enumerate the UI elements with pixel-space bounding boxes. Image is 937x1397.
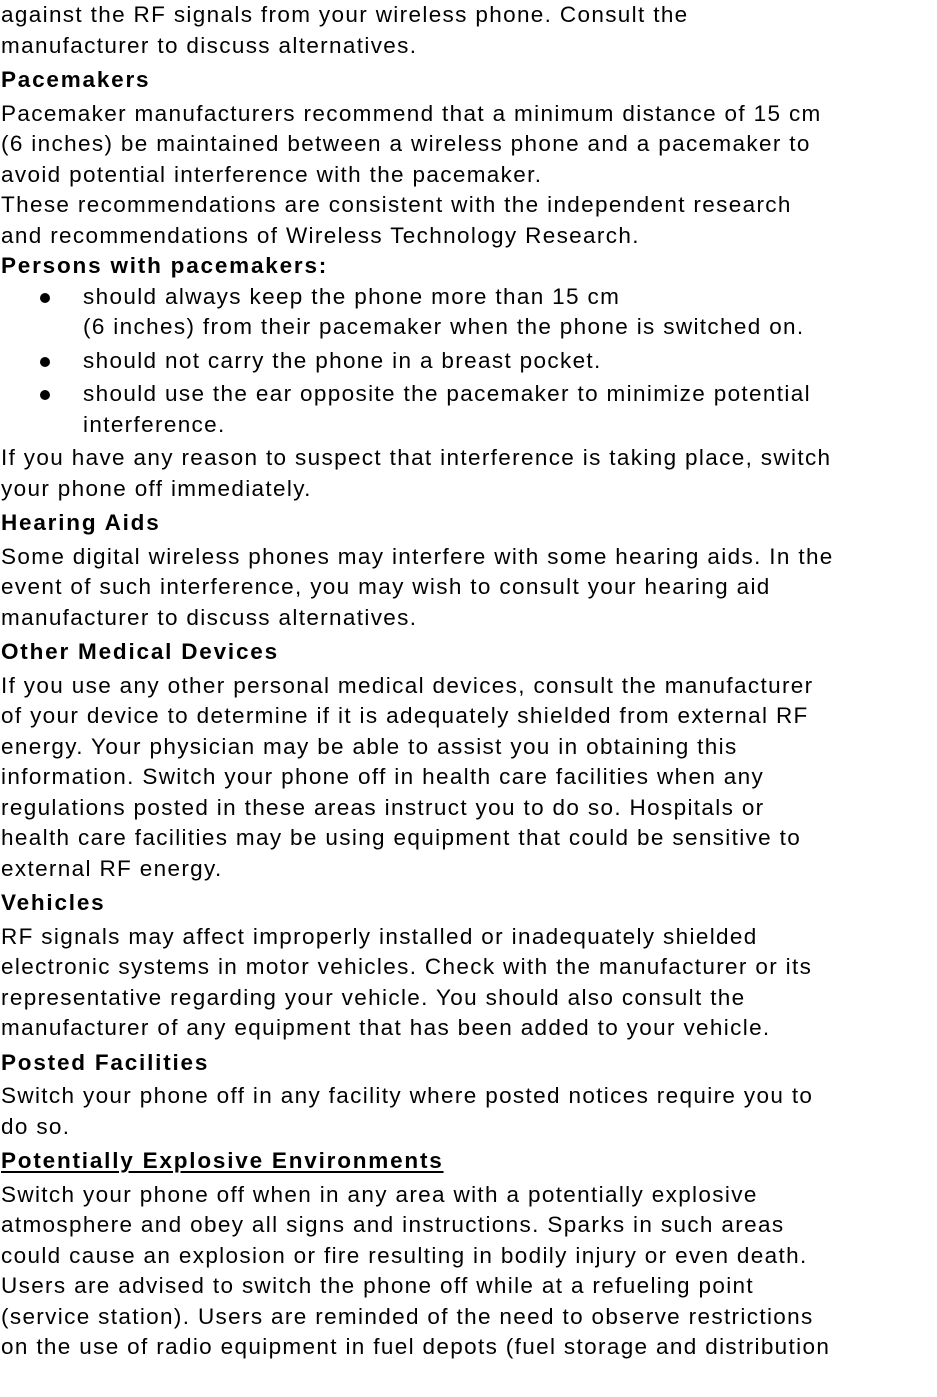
text-line: electronic systems in motor vehicles. Check with the manufacturer or its xyxy=(1,954,813,979)
text-line: and recommendations of Wireless Technology Research. xyxy=(1,222,640,248)
text-line: do so. xyxy=(1,1113,71,1139)
text-line: energy. Your physician may be able to assist you in obtaining this xyxy=(1,733,738,759)
medical-paragraph xyxy=(0,671,937,885)
bullet-text-line: should not carry the phone in a breast pocket. xyxy=(83,347,602,373)
vehicles-paragraph xyxy=(0,922,937,1044)
bullet-text-line: should always keep the phone more than 15 cm xyxy=(83,283,621,309)
text-line: of your device to determine if it is adequately shielded from external RF xyxy=(1,703,809,728)
pacemakers-paragraph-1 xyxy=(0,99,937,191)
vehicles-section xyxy=(0,888,937,1044)
text-line: atmosphere and obey all signs and instructions. Sparks in such areas xyxy=(1,1212,785,1237)
bullet-icon xyxy=(40,293,50,303)
text-line: Switch your phone off in any facility where posted notices require you to xyxy=(1,1083,814,1108)
section-heading-hearing: Hearing Aids xyxy=(1,510,161,535)
explosive-paragraph xyxy=(0,1180,937,1363)
text-line: (service station). Users are reminded of the need to observe restrictions xyxy=(1,1303,814,1329)
text-line: manufacturer to discuss alternatives. xyxy=(1,32,418,58)
bullet-text-line: (6 inches) from their pacemaker when the phone is switched on. xyxy=(83,314,805,339)
text-line: against the RF signals from your wireless phone. Consult the xyxy=(1,2,689,27)
pacemakers-section xyxy=(0,65,937,251)
hearing-paragraph xyxy=(0,542,937,634)
text-line: (6 inches) be maintained between a wireless phone and a pacemaker to xyxy=(1,131,811,156)
text-line: Users are advised to switch the phone off while at a refueling point xyxy=(1,1273,755,1298)
text-line: If you use any other personal medical devices, consult the manufacturer xyxy=(1,672,814,698)
text-line: information. Switch your phone off in health care facilities when any xyxy=(1,764,765,789)
explosive-section xyxy=(0,1146,937,1363)
text-line: external RF energy. xyxy=(1,855,223,881)
pacemakers-paragraph-2 xyxy=(0,190,937,251)
section-heading-medical: Other Medical Devices xyxy=(1,639,279,664)
medical-section xyxy=(0,637,937,884)
list-item xyxy=(0,282,937,343)
text-line: on the use of radio equipment in fuel depots (fuel storage and distribution xyxy=(1,1334,831,1359)
text-line: Switch your phone off when in any area with a potentially explosive xyxy=(1,1181,758,1207)
persons-section xyxy=(0,251,937,504)
text-line: Some digital wireless phones may interfere with some hearing aids. In the xyxy=(1,543,834,569)
section-heading-posted: Posted Facilities xyxy=(1,1049,210,1075)
list-item xyxy=(0,379,937,440)
text-line: If you have any reason to suspect that interference is taking place, switch xyxy=(1,445,832,470)
hearing-section xyxy=(0,508,937,633)
bullet-icon xyxy=(40,390,50,400)
persons-after-paragraph xyxy=(0,443,937,504)
text-line: representative regarding your vehicle. You should also consult the xyxy=(1,984,746,1010)
list-item xyxy=(0,346,937,377)
posted-section xyxy=(0,1048,937,1143)
intro-paragraph xyxy=(0,0,937,61)
text-line: Pacemaker manufacturers recommend that a minimum distance of 15 cm xyxy=(1,100,822,126)
bullet-text-line: should use the ear opposite the pacemaker to minimize potential xyxy=(83,381,811,406)
text-line: regulations posted in these areas instruct you to do so. Hospitals or xyxy=(1,794,765,820)
text-line: manufacturer to discuss alternatives. xyxy=(1,604,418,630)
text-line: These recommendations are consistent with the independent research xyxy=(1,192,792,217)
section-heading-explosive: Potentially Explosive Environments xyxy=(1,1148,444,1173)
text-line: health care facilities may be using equipment that could be sensitive to xyxy=(1,825,802,850)
section-heading-persons: Persons with pacemakers: xyxy=(1,253,329,278)
section-heading-vehicles: Vehicles xyxy=(1,890,106,915)
bullet-text-line: interference. xyxy=(83,411,226,437)
text-line: manufacturer of any equipment that has been added to your vehicle. xyxy=(1,1015,771,1040)
section-heading-pacemakers: Pacemakers xyxy=(1,67,151,92)
text-line: could cause an explosion or fire resulting in bodily injury or even death. xyxy=(1,1242,808,1268)
text-line: RF signals may affect improperly installed or inadequately shielded xyxy=(1,923,758,949)
text-line: event of such interference, you may wish to consult your hearing aid xyxy=(1,574,771,599)
bullet-list xyxy=(0,282,937,441)
text-line: avoid potential interference with the pacemaker. xyxy=(1,161,543,187)
posted-paragraph xyxy=(0,1081,937,1142)
bullet-icon xyxy=(40,357,50,367)
text-line: your phone off immediately. xyxy=(1,475,312,501)
